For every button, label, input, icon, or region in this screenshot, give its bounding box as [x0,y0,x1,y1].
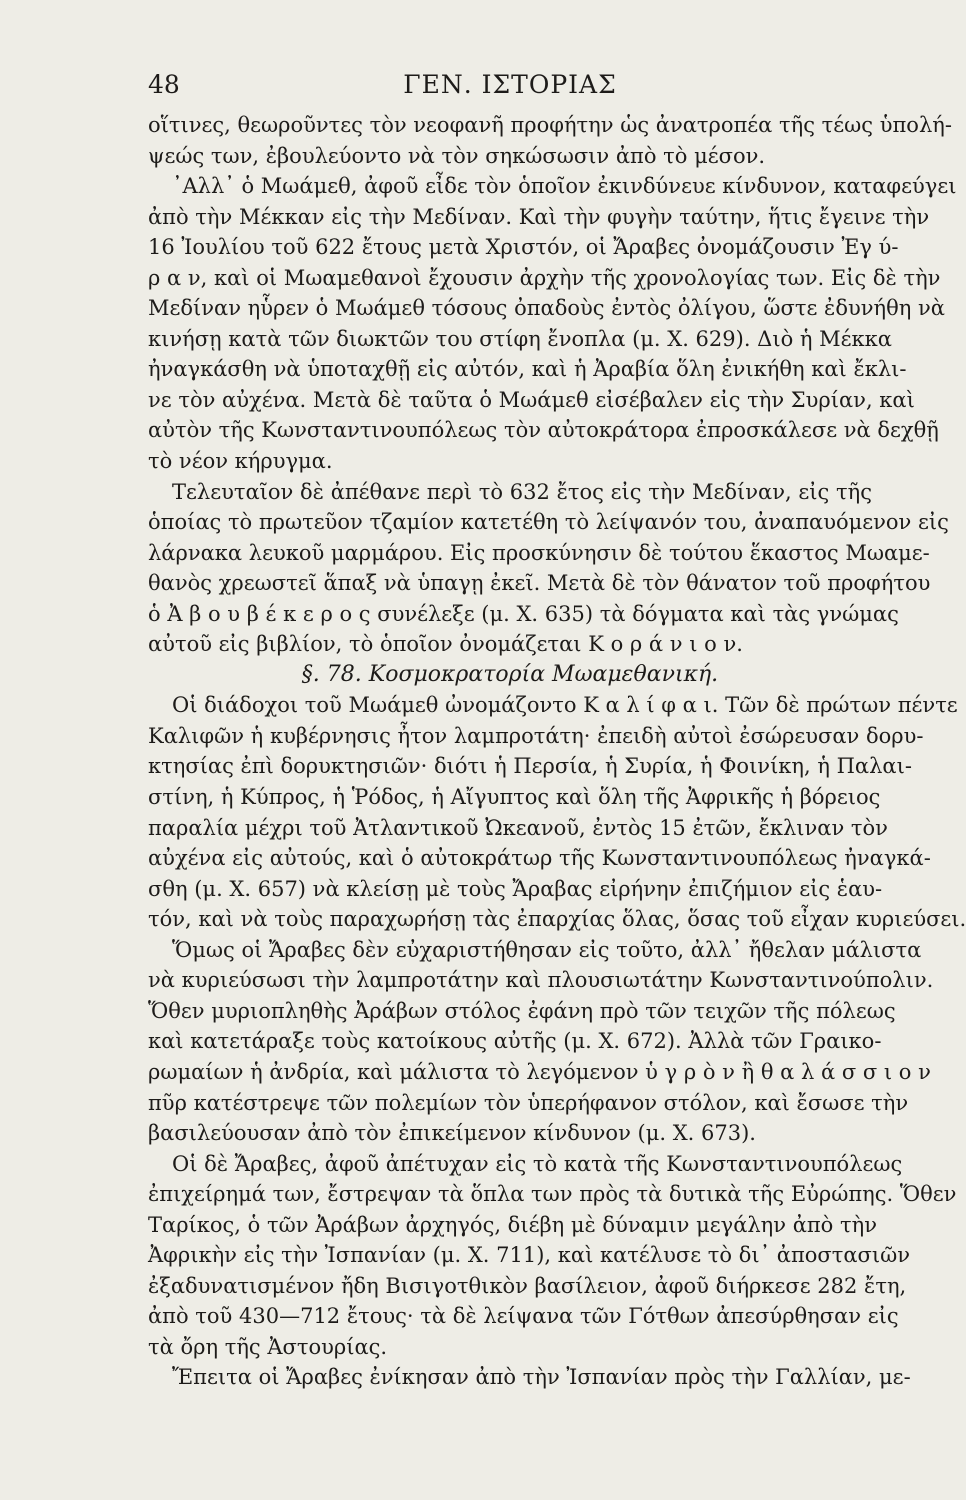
text-line: τὸ νέον κήρυγμα. [148,449,333,474]
text-line: ἀπὸ τοῦ 430—712 ἔτους· τὰ δὲ λείψανα τῶν Γότθων ἀπεσύρθησαν εἰς [148,1304,899,1329]
text-line: 16 Ἰουλίου τοῦ 622 ἔτους μετὰ Χριστόν, οἱ Ἄραβες ὀνομάζουσιν Ἐγ ύ- [148,235,899,260]
text-line: σθη (μ. Χ. 657) νὰ κλείσῃ μὲ τοὺς Ἄραβας εἰρήνην ἐπιζήμιον εἰς ἑαυ- [148,876,883,901]
text-line: ὁποίας τὸ πρωτεῦον τζαμίον κατετέθη τὸ λείψανόν του, ἀναπαυόμενον εἰς [148,510,949,535]
text-line: λάρνακα λευκοῦ μαρμάρου. Εἰς προσκύνησιν δὲ τούτου ἕκαστος Μωαμε- [148,540,930,565]
text-line: ὁ Ἀ β ο υ β έ κ ε ρ ο ς συνέλεξε (μ. Χ. 635) τὰ δόγματα καὶ τὰς γνώμας [148,601,899,626]
text-line: κτησίας ἐπὶ δορυκτησιῶν· διότι ἡ Περσία, ἡ Συρία, ἡ Φοινίκη, ἡ Παλαι- [148,754,912,779]
text-line: ἠναγκάσθη νὰ ὑποταχθῇ εἰς αὐτόν, καὶ ἡ Ἀραβία ὅλη ἐνικήθη καὶ ἔκλι- [148,357,907,382]
text-line: κινήσῃ κατὰ τῶν διωκτῶν του στίφη ἔνοπλα (μ. Χ. 629). Διὸ ἡ Μέκκα [148,326,892,351]
text-line: Μεδίναν ηὗρεν ὁ Μωάμεθ τόσους ὀπαδοὺς ἐντὸς ὀλίγου, ὥστε ἐδυνήθη νὰ [148,296,945,321]
text-line: βασιλεύουσαν ἀπὸ τὸν ἐπικείμενον κίνδυνον (μ. Χ. 673). [148,1121,756,1146]
text-line: ᾿Αλλ᾿ ὁ Μωάμεθ, ἀφοῦ εἶδε τὸν ὁποῖον ἐκινδύνευε κίνδυνον, καταφεύγει [172,174,957,199]
text-line: νὰ κυριεύσωσι τὴν λαμπροτάτην καὶ πλουσιωτάτην Κωνσταντινούπολιν. [148,968,934,993]
text-line: Τελευταῖον δὲ ἀπέθανε περὶ τὸ 632 ἔτος εἰς τὴν Μεδίναν, εἰς τῆς [172,479,872,504]
text-line: ψεώς των, ἐβουλεύοντο νὰ τὸν σηκώσωσιν ἀπὸ τὸ μέσον. [148,143,766,168]
page-number: 48 [148,70,180,99]
text-line: αὐχένα εἰς αὐτούς, καὶ ὁ αὐτοκράτωρ τῆς Κωνσταντινουπόλεως ἠναγκά- [148,846,931,871]
page-header [148,68,872,102]
text-line: οἵτινες, θεωροῦντες τὸν νεοφανῆ προφήτην ὡς ἀνατροπέα τῆς τέως ὑπολή- [148,113,952,137]
text-line: ρωμαίων ἡ ἀνδρία, καὶ μάλιστα τὸ λεγόμενον ὑ γ ρ ὸ ν ἢ θ α λ ά σ σ ι ο ν [148,1059,931,1084]
text-line: Ὅθεν μυριοπληθὴς Ἀράβων στόλος ἐφάνη πρὸ τῶν τειχῶν τῆς πόλεως [148,998,896,1023]
text-line: ρ α ν, καὶ οἱ Μωαμεθανοὶ ἔχουσιν ἀρχὴν τῆς χρονολογίας των. Εἰς δὲ τὴν [148,265,941,290]
text-line: Οἱ διάδοχοι τοῦ Μωάμεθ ὠνομάζοντο Κ α λ ί φ α ι. Τῶν δὲ πρώτων πέντε [172,693,958,718]
text-line: τὰ ὄρη τῆς Ἀστουρίας. [148,1334,388,1359]
text-line: θανὸς χρεωστεῖ ἅπαξ νὰ ὑπαγῃ ἐκεῖ. Μετὰ δὲ τὸν θάνατον τοῦ προφήτου [148,571,931,596]
text-line: νε τὸν αὐχένα. Μετὰ δὲ ταῦτα ὁ Μωάμεθ εἰσέβαλεν εἰς τὴν Συρίαν, καὶ [148,387,915,412]
text-line: ἐπιχείρημά των, ἔστρεψαν τὰ ὅπλα των πρὸς τὰ δυτικὰ τῆς Εὐρώπης. Ὅθεν [148,1182,957,1207]
running-head: ΓΕΝ. ΙΣΤΟΡΙΑΣ [403,70,617,99]
text-line: παραλία μέχρι τοῦ Ἀτλαντικοῦ Ὠκεανοῦ, ἐντὸς 15 ἐτῶν, ἔκλιναν τὸν [148,815,888,840]
section-heading: §. 78. Κοσμοκρατορία Μωαμεθανική. [301,661,719,687]
text-line: ἀπὸ τὴν Μέκκαν εἰς τὴν Μεδίναν. Καὶ τὴν φυγὴν ταύτην, ἥτις ἔγεινε τὴν [148,204,930,229]
text-line: Ὅμως οἱ Ἄραβες δὲν εὐχαριστήθησαν εἰς τοῦτο, ἀλλ᾿ ἤθελαν μάλιστα [172,937,922,962]
text-line: στίνη, ἡ Κύπρος, ἡ Ῥόδος, ἡ Αἴγυπτος καὶ ὅλη τῆς Ἀφρικῆς ἡ βόρειος [148,785,881,810]
text-line: Ἔπειτα οἱ Ἄραβες ἐνίκησαν ἀπὸ τὴν Ἰσπανίαν πρὸς τὴν Γαλλίαν, με- [172,1365,911,1390]
text-line: καὶ κατετάραξε τοὺς κατοίκους αὐτῆς (μ. Χ. 672). Ἀλλὰ τῶν Γραικο- [148,1029,882,1054]
text-line: Καλιφῶν ἡ κυβέρνησις ἦτον λαμπροτάτη· ἐπειδὴ αὐτοὶ ἐσώρευσαν δορυ- [148,723,924,748]
body-text [148,110,966,1393]
text-line: Οἱ δὲ Ἄραβες, ἀφοῦ ἀπέτυχαν εἰς τὸ κατὰ τῆς Κωνσταντινουπόλεως [172,1151,903,1176]
text-line: Ἀφρικὴν εἰς τὴν Ἰσπανίαν (μ. Χ. 711), καὶ κατέλυσε τὸ δι᾿ ἀποστασιῶν [148,1243,910,1268]
text-line: τόν, καὶ νὰ τοὺς παραχωρήσῃ τὰς ἐπαρχίας ὅλας, ὅσας τοῦ εἶχαν κυριεύσει. [148,907,966,932]
text-line: Ταρίκος, ὁ τῶν Ἀράβων ἀρχηγός, διέβη μὲ δύναμιν μεγάλην ἀπὸ τὴν [148,1212,877,1237]
text-line: ἐξαδυνατισμένον ἤδη Βισιγοτθικὸν βασίλειον, ἀφοῦ διήρκεσε 282 ἔτη, [148,1273,907,1298]
text-line: αὐτὸν τῆς Κωνσταντινουπόλεως τὸν αὐτοκράτορα ἐπροσκάλεσε νὰ δεχθῇ [148,418,939,443]
text-line: πῦρ κατέστρεψε τῶν πολεμίων τὸν ὑπερήφανον στόλον, καὶ ἔσωσε τὴν [148,1090,909,1115]
text-line: αὐτοῦ εἰς βιβλίον, τὸ ὁποῖον ὀνομάζεται Κ ο ρ ά ν ι ο ν. [148,632,743,657]
